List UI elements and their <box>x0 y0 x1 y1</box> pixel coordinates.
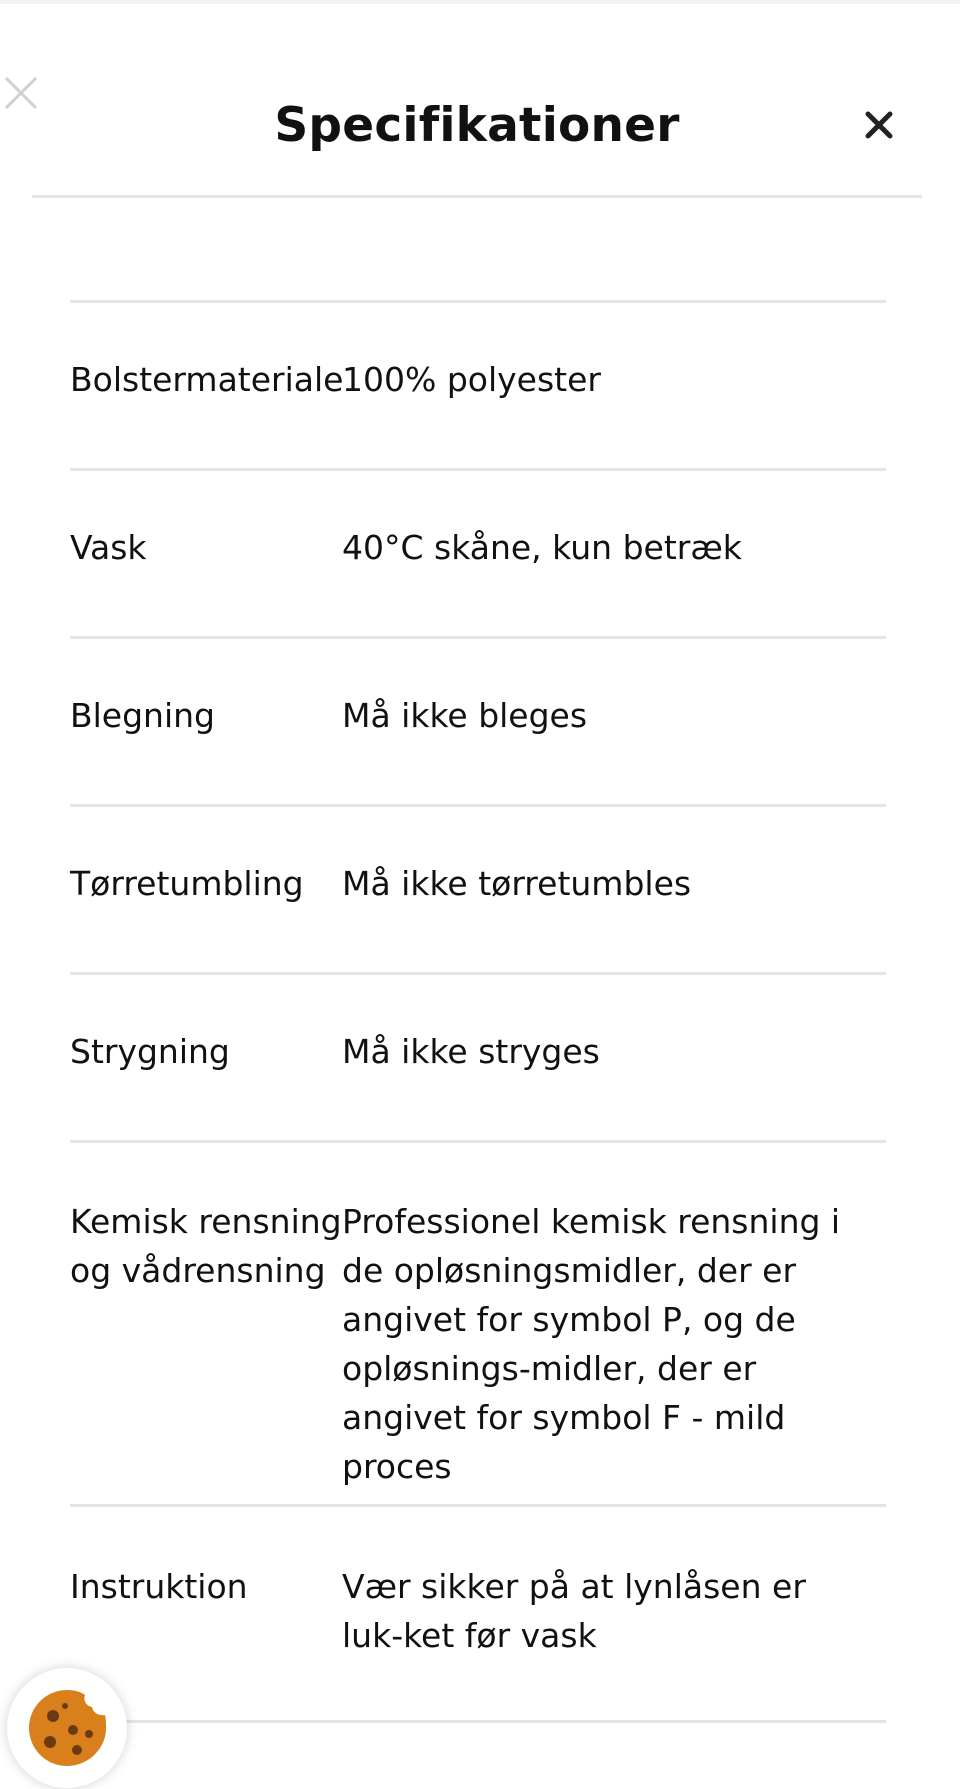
top-strip <box>0 0 960 4</box>
spec-row <box>70 1143 886 1507</box>
spec-row <box>70 639 886 807</box>
spec-label: Vask <box>70 528 147 567</box>
page-title: Specifikationer <box>274 98 680 153</box>
spec-label: Kemisk rensning og vådrensning <box>70 1202 342 1290</box>
spec-value: Må ikke tørretumbles <box>342 864 692 903</box>
cookie-icon <box>25 1686 109 1770</box>
spec-value: 100% polyester <box>342 360 601 399</box>
close-icon <box>858 104 900 146</box>
spec-label: Strygning <box>70 1032 230 1071</box>
spec-row-clipped <box>70 198 886 303</box>
spec-label: Blegning <box>70 696 216 735</box>
cookie-settings-button[interactable] <box>7 1668 127 1788</box>
spec-value: Må ikke bleges <box>342 696 588 735</box>
close-button[interactable] <box>858 104 900 146</box>
spec-row <box>70 303 886 471</box>
spec-label: Instruktion <box>70 1567 248 1606</box>
spec-row <box>70 471 886 639</box>
spec-label: Tørretumbling <box>70 864 304 903</box>
spec-value: Professionel kemisk rensning i de opløsningsmidler, der er angivet for symbol P, og de opløsnings-midler, der er angivet for symbol F - mild proces <box>342 1202 841 1486</box>
modal-header <box>32 60 922 198</box>
spec-row <box>70 1507 886 1723</box>
spec-label: Bolstermateriale <box>70 360 344 399</box>
spec-list <box>70 198 886 1723</box>
spec-value: Vær sikker på at lynlåsen er luk-ket før vask <box>342 1567 806 1655</box>
spec-row <box>70 807 886 975</box>
spec-value: Må ikke stryges <box>342 1032 600 1071</box>
spec-row <box>70 975 886 1143</box>
spec-value: 40°C skåne, kun betræk <box>342 528 742 567</box>
